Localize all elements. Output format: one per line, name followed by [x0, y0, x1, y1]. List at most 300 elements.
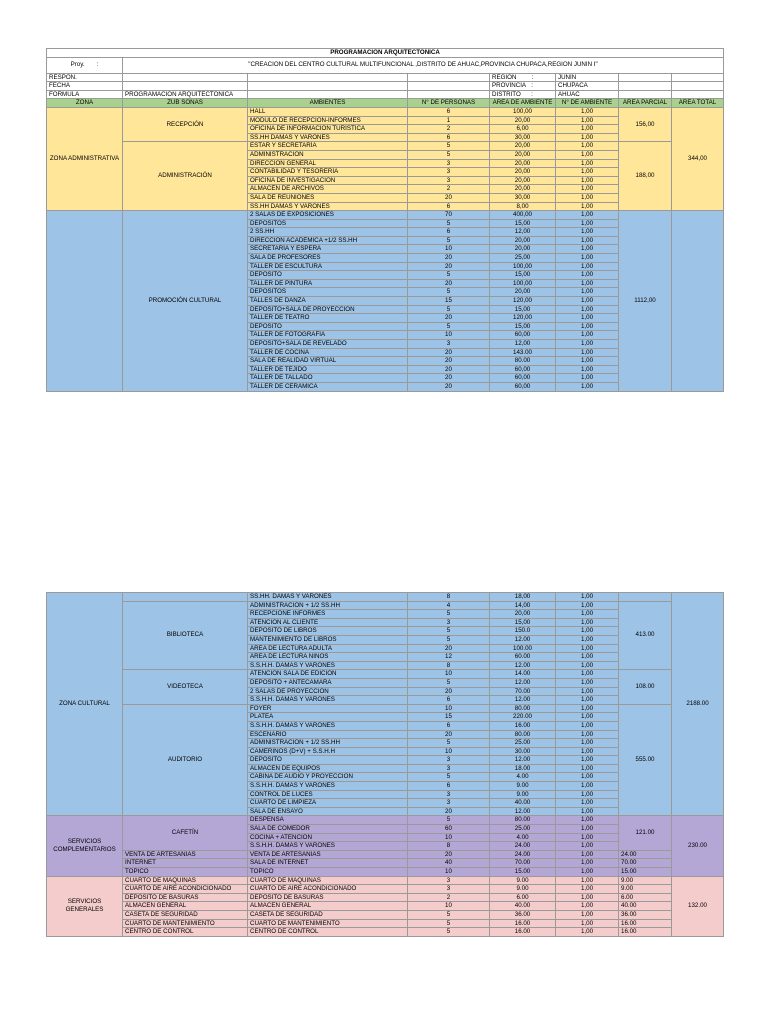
area-total-cell: 2188.00 [672, 593, 724, 816]
personas-cell: 3 [408, 876, 490, 885]
area-ambiente-cell: 36.00 [490, 910, 556, 919]
num-ambiente-cell: 1,00 [556, 236, 619, 245]
distrito-value: AHUAC [556, 90, 619, 99]
num-ambiente-cell: 1,00 [556, 876, 619, 885]
area-ambiente-cell: 9.00 [490, 782, 556, 791]
ambiente-cell: CABINA DE AUDIO Y PROYECCIÓN [248, 773, 408, 782]
personas-cell: 10 [408, 833, 490, 842]
table-row [47, 876, 724, 885]
personas-cell: 6 [408, 202, 490, 211]
area-ambiente-cell: 120,00 [490, 297, 556, 306]
area-ambiente-cell: 18,00 [490, 593, 556, 602]
num-ambiente-cell: 1,00 [556, 116, 619, 125]
ambiente-cell: CENTRO DE CONTROL [248, 928, 408, 937]
personas-cell: 3 [408, 764, 490, 773]
num-ambiente-cell: 1,00 [556, 739, 619, 748]
personas-cell: 20 [408, 262, 490, 271]
area-parcial-cell: 188,00 [619, 142, 672, 211]
area-ambiente-cell: 150.0 [490, 627, 556, 636]
area-total-cell: 230.00 [672, 816, 724, 876]
personas-cell: 10 [408, 902, 490, 911]
personas-cell: 5 [408, 678, 490, 687]
area-ambiente-cell: 16.00 [490, 928, 556, 937]
subzona-cell [123, 593, 248, 602]
personas-cell: 60 [408, 825, 490, 834]
ambiente-cell: HALL [248, 107, 408, 116]
area-parcial-cell: 555.00 [619, 704, 672, 816]
area-ambiente-cell: 15,00 [490, 219, 556, 228]
num-ambiente-cell: 1,00 [556, 833, 619, 842]
ambiente-cell: ATENCIÓN AL CLIENTE [248, 618, 408, 627]
personas-cell: 2 [408, 893, 490, 902]
area-ambiente-cell: 20,00 [490, 116, 556, 125]
area-ambiente-cell: 16.00 [490, 721, 556, 730]
personas-cell: 20 [408, 687, 490, 696]
personas-cell: 6 [408, 721, 490, 730]
ambiente-cell: ÁREA DE LECTURA NIÑOS [248, 653, 408, 662]
area-ambiente-cell: 70.00 [490, 859, 556, 868]
zona-cell: SERVICIOS COMPLEMENTARIOS [47, 816, 123, 876]
provincia-value: CHUPACA [556, 82, 619, 91]
ambiente-cell: MANTENIMIENTO DE LIBROS [248, 635, 408, 644]
ambiente-cell: DEPOSITOS [248, 288, 408, 297]
program-table-2 [46, 592, 724, 937]
ambiente-cell: SALA DE REALIDAD VIRTUAL [248, 357, 408, 366]
personas-cell: 1 [408, 116, 490, 125]
area-ambiente-cell: 9.00 [490, 790, 556, 799]
area-ambiente-cell: 40.00 [490, 902, 556, 911]
ambiente-cell: TALLER DE CERÁMICA [248, 382, 408, 391]
personas-cell: 8 [408, 842, 490, 851]
personas-cell: 20 [408, 254, 490, 263]
ambiente-cell: SS.HH DAMAS Y VARONES [248, 133, 408, 142]
num-ambiente-cell: 1,00 [556, 228, 619, 237]
area-ambiente-cell: 14.00 [490, 670, 556, 679]
ambiente-cell: ALMACEN GENERAL [248, 902, 408, 911]
personas-cell: 12 [408, 653, 490, 662]
num-ambiente-cell: 1,00 [556, 696, 619, 705]
area-parcial-cell: 108.00 [619, 670, 672, 704]
table-row [47, 593, 724, 602]
table-row [47, 859, 724, 868]
area-parcial-cell: 40.00 [619, 902, 672, 911]
personas-cell: 5 [408, 322, 490, 331]
num-ambiente-cell: 1,00 [556, 348, 619, 357]
num-ambiente-cell: 1,00 [556, 168, 619, 177]
personas-cell: 3 [408, 168, 490, 177]
area-ambiente-cell: 400,00 [490, 211, 556, 220]
num-ambiente-cell: 1,00 [556, 644, 619, 653]
personas-cell: 4 [408, 601, 490, 610]
num-ambiente-cell: 1,00 [556, 245, 619, 254]
num-ambiente-cell: 1,00 [556, 254, 619, 263]
num-ambiente-cell: 1,00 [556, 202, 619, 211]
area-ambiente-cell: 20,00 [490, 159, 556, 168]
personas-cell: 10 [408, 868, 490, 877]
area-parcial-cell [619, 593, 672, 602]
ambiente-cell: DEPÓSITOS [248, 219, 408, 228]
ambiente-cell: TALLES DE DANZA [248, 297, 408, 306]
ambiente-cell: SALA DE COMEDOR [248, 825, 408, 834]
personas-cell: 6 [408, 107, 490, 116]
area-parcial-cell: 36.00 [619, 910, 672, 919]
subzona-cell: INTERNET [123, 859, 248, 868]
subzona-cell: VENTA DE ARTESANIAS [123, 850, 248, 859]
area-ambiente-cell: 220.00 [490, 713, 556, 722]
ambiente-cell: ADMINISTRACIÓN + 1/2 SS.HH [248, 601, 408, 610]
num-ambiente-cell: 1,00 [556, 618, 619, 627]
table-row [47, 902, 724, 911]
num-ambiente-cell: 1,00 [556, 382, 619, 391]
personas-cell: 3 [408, 159, 490, 168]
ambiente-cell: TALLER DE PINTURA [248, 279, 408, 288]
ambiente-cell: CAMERINOS (D+V) + S.S.H.H [248, 747, 408, 756]
area-ambiente-cell: 12.00 [490, 807, 556, 816]
personas-cell: 20 [408, 730, 490, 739]
num-ambiente-cell: 1,00 [556, 340, 619, 349]
ambiente-cell: CUARTO DE LIMPIEZA [248, 799, 408, 808]
personas-cell: 5 [408, 288, 490, 297]
column-header: ÁREA TOTAL [672, 99, 724, 108]
area-ambiente-cell: 4.00 [490, 833, 556, 842]
area-ambiente-cell: 15.00 [490, 868, 556, 877]
ambiente-cell: TOPICO [248, 868, 408, 877]
area-ambiente-cell: 120,00 [490, 314, 556, 323]
project-name: "CREACION DEL CENTRO CULTURAL MULTIFUNCIONAL ,DISTRITO DE AHUAC,PROVINCIA CHUPACA,REGION JUNIN I" [123, 57, 724, 73]
subzona-cell: DEPOSITO DE BASURAS [123, 893, 248, 902]
num-ambiente-cell: 1,00 [556, 185, 619, 194]
personas-cell: 40 [408, 859, 490, 868]
column-header: ÁREA PARCIAL [619, 99, 672, 108]
zona-cell: SERVICIOS GENERALES [47, 876, 123, 936]
num-ambiente-cell: 1,00 [556, 305, 619, 314]
subzona-cell: AUDITORIO [123, 704, 248, 816]
num-ambiente-cell: 1,00 [556, 842, 619, 851]
area-ambiente-cell: 6,00 [490, 125, 556, 134]
area-ambiente-cell: 25.00 [490, 825, 556, 834]
table-row [47, 107, 724, 116]
subzona-cell: CAFETÍN [123, 816, 248, 850]
ambiente-cell: DEPÓSITO [248, 271, 408, 280]
ambiente-cell: TALLER DE TEATRO [248, 314, 408, 323]
area-ambiente-cell: 20,00 [490, 288, 556, 297]
personas-cell: 20 [408, 807, 490, 816]
ambiente-cell: TALLER DE FOTOGRAFÍA [248, 331, 408, 340]
num-ambiente-cell: 1,00 [556, 885, 619, 894]
area-ambiente-cell: 25,00 [490, 254, 556, 263]
ambiente-cell: DEPÓSITO [248, 756, 408, 765]
ambiente-cell: ALMACEN DE EQUIPOS [248, 764, 408, 773]
num-ambiente-cell: 1,00 [556, 374, 619, 383]
area-parcial-cell: 1112,00 [619, 211, 672, 391]
num-ambiente-cell: 1,00 [556, 288, 619, 297]
personas-cell: 20 [408, 850, 490, 859]
personas-cell: 5 [408, 219, 490, 228]
num-ambiente-cell: 1,00 [556, 790, 619, 799]
ambiente-cell: TALLER DE COCINA [248, 348, 408, 357]
num-ambiente-cell: 1,00 [556, 773, 619, 782]
ambiente-cell: CONTROL DE LUCES [248, 790, 408, 799]
area-ambiente-cell: 15,00 [490, 271, 556, 280]
num-ambiente-cell: 1,00 [556, 756, 619, 765]
ambiente-cell: ADMINISTRACIÓN [248, 150, 408, 159]
area-parcial-cell: 9.00 [619, 876, 672, 885]
column-header: AMBIENTES [248, 99, 408, 108]
num-ambiente-cell: 1,00 [556, 133, 619, 142]
ambiente-cell: CUARTO DE AIRE ACONDICIONADO [248, 885, 408, 894]
num-ambiente-cell: 1,00 [556, 704, 619, 713]
area-ambiente-cell: 9.00 [490, 876, 556, 885]
area-parcial-cell: 413.00 [619, 601, 672, 670]
num-ambiente-cell: 1,00 [556, 262, 619, 271]
area-ambiente-cell: 40.00 [490, 799, 556, 808]
table-row [47, 893, 724, 902]
table-row [47, 704, 724, 713]
area-parcial-cell: 24.00 [619, 850, 672, 859]
personas-cell: 20 [408, 357, 490, 366]
table-row [47, 928, 724, 937]
zona-cell [47, 211, 123, 391]
area-ambiente-cell: 24.00 [490, 842, 556, 851]
personas-cell: 15 [408, 713, 490, 722]
area-ambiente-cell: 12.00 [490, 756, 556, 765]
area-ambiente-cell: 30,00 [490, 133, 556, 142]
num-ambiente-cell: 1,00 [556, 297, 619, 306]
ambiente-cell: DEPÓSITO+SALA DE PROYECCION [248, 305, 408, 314]
personas-cell: 5 [408, 919, 490, 928]
num-ambiente-cell: 1,00 [556, 219, 619, 228]
area-ambiente-cell: 15,00 [490, 305, 556, 314]
subzona-cell: ALMACEN GENERAL [123, 902, 248, 911]
personas-cell: 20 [408, 365, 490, 374]
num-ambiente-cell: 1,00 [556, 721, 619, 730]
num-ambiente-cell: 1,00 [556, 159, 619, 168]
area-ambiente-cell: 100,00 [490, 279, 556, 288]
area-ambiente-cell: 12.00 [490, 678, 556, 687]
ambiente-cell: S.S.H.H. DAMAS Y VARONES [248, 661, 408, 670]
num-ambiente-cell: 1,00 [556, 635, 619, 644]
subzona-cell: CUARTO DE MAQUINAS [123, 876, 248, 885]
personas-cell: 10 [408, 704, 490, 713]
sheet-title: PROGRAMACION ARQUITECTONICA [47, 49, 724, 58]
area-parcial-cell: 15.00 [619, 868, 672, 877]
ambiente-cell: COCINA + ATENCIÓN [248, 833, 408, 842]
ambiente-cell: 2 SS.HH [248, 228, 408, 237]
area-ambiente-cell: 25.00 [490, 739, 556, 748]
ambiente-cell: DEPOSITO DE BASURAS [248, 893, 408, 902]
area-ambiente-cell: 20,00 [490, 150, 556, 159]
personas-cell: 2 [408, 125, 490, 134]
personas-cell: 10 [408, 670, 490, 679]
num-ambiente-cell: 1,00 [556, 653, 619, 662]
area-parcial-cell: 156,00 [619, 107, 672, 141]
ambiente-cell: SALA DE PROFESORES [248, 254, 408, 263]
distrito-label: DISTRITO : [490, 90, 556, 99]
area-total-cell: 344,00 [672, 107, 724, 210]
column-header: N° DE AMBIENTE [556, 99, 619, 108]
ambiente-cell: FOYER [248, 704, 408, 713]
area-ambiente-cell: 20,00 [490, 610, 556, 619]
num-ambiente-cell: 1,00 [556, 816, 619, 825]
personas-cell: 2 [408, 185, 490, 194]
program-table-1 [46, 48, 724, 392]
num-ambiente-cell: 1,00 [556, 107, 619, 116]
num-ambiente-cell: 1,00 [556, 928, 619, 937]
ambiente-cell: TALLER DE TEJIDO [248, 365, 408, 374]
personas-cell: 3 [408, 799, 490, 808]
ambiente-cell: 2 SALAS DE PROYECCIÓN [248, 687, 408, 696]
formula-row [47, 90, 724, 99]
personas-cell: 5 [408, 910, 490, 919]
personas-cell: 20 [408, 348, 490, 357]
num-ambiente-cell: 1,00 [556, 850, 619, 859]
personas-cell: 3 [408, 790, 490, 799]
ambiente-cell: TALLER DE TALLADO [248, 374, 408, 383]
area-parcial-cell: 121.00 [619, 816, 672, 850]
num-ambiente-cell: 1,00 [556, 271, 619, 280]
area-ambiente-cell: 20,00 [490, 168, 556, 177]
personas-cell: 5 [408, 635, 490, 644]
ambiente-cell: SS.HH. DAMAS Y VARONES [248, 593, 408, 602]
personas-cell: 3 [408, 885, 490, 894]
ambiente-cell: DEPÓSITO DE LIBROS [248, 627, 408, 636]
personas-cell: 10 [408, 331, 490, 340]
area-parcial-cell: 9.00 [619, 885, 672, 894]
ambiente-cell: SALA DE ENSAYO [248, 807, 408, 816]
personas-cell: 70 [408, 211, 490, 220]
area-ambiente-cell: 30.00 [490, 747, 556, 756]
personas-cell: 5 [408, 236, 490, 245]
ambiente-cell: PLATEA [248, 713, 408, 722]
ambiente-cell: MODULO DE RECEPCIÓN-INFORMES [248, 116, 408, 125]
table-row [47, 919, 724, 928]
num-ambiente-cell: 1,00 [556, 868, 619, 877]
area-ambiente-cell: 70.00 [490, 687, 556, 696]
provincia-label: PROVINCIA : [490, 82, 556, 91]
area-ambiente-cell: 15,00 [490, 618, 556, 627]
num-ambiente-cell: 1,00 [556, 331, 619, 340]
area-ambiente-cell: 60.00 [490, 653, 556, 662]
title-row [47, 49, 724, 58]
num-ambiente-cell: 1,00 [556, 782, 619, 791]
personas-cell: 10 [408, 245, 490, 254]
num-ambiente-cell: 1,00 [556, 747, 619, 756]
num-ambiente-cell: 1,00 [556, 279, 619, 288]
area-ambiente-cell: 16.00 [490, 919, 556, 928]
ambiente-cell: S.S.H.H. DAMAS Y VARONES [248, 721, 408, 730]
area-ambiente-cell: 80.00 [490, 357, 556, 366]
column-header: ÁREA DE AMBIENTE [490, 99, 556, 108]
num-ambiente-cell: 1,00 [556, 150, 619, 159]
zona-cell: ZONA ADMINISTRATIVA [47, 107, 123, 210]
personas-cell: 6 [408, 696, 490, 705]
num-ambiente-cell: 1,00 [556, 125, 619, 134]
area-ambiente-cell: 12.00 [490, 696, 556, 705]
num-ambiente-cell: 1,00 [556, 807, 619, 816]
personas-cell: 5 [408, 142, 490, 151]
table-row [47, 211, 724, 220]
num-ambiente-cell: 1,00 [556, 593, 619, 602]
subzona-cell: CENTRO DE CONTROL [123, 928, 248, 937]
area-ambiente-cell: 20,00 [490, 185, 556, 194]
personas-cell: 6 [408, 228, 490, 237]
table-row [47, 142, 724, 151]
area-ambiente-cell: 60,00 [490, 382, 556, 391]
personas-cell: 6 [408, 782, 490, 791]
area-ambiente-cell: 80.00 [490, 730, 556, 739]
table-row [47, 885, 724, 894]
column-header-row [47, 99, 724, 108]
area-ambiente-cell: 20,00 [490, 142, 556, 151]
ambiente-cell: SS.HH DAMAS Y VARONES [248, 202, 408, 211]
table-row [47, 601, 724, 610]
ambiente-cell: CONTABILIDAD Y TESORERÍA [248, 168, 408, 177]
personas-cell: 20 [408, 279, 490, 288]
area-ambiente-cell: 9.00 [490, 885, 556, 894]
column-header: ZUB SONAS [123, 99, 248, 108]
ambiente-cell: S.S.H.H. DAMAS Y VARONES [248, 842, 408, 851]
num-ambiente-cell: 1,00 [556, 365, 619, 374]
ambiente-cell: TALLER DE ESCULTURA [248, 262, 408, 271]
area-ambiente-cell: 24.00 [490, 850, 556, 859]
ambiente-cell: S.S.H.H. DAMAS Y VARONES [248, 782, 408, 791]
area-parcial-cell: 16.00 [619, 928, 672, 937]
personas-cell: 5 [408, 271, 490, 280]
ambiente-cell: ESTAR Y SECRETARÍA [248, 142, 408, 151]
table-row [47, 670, 724, 679]
area-ambiente-cell: 100,00 [490, 107, 556, 116]
respon-label: RESPON. [47, 73, 123, 82]
ambiente-cell: ESCENARIO [248, 730, 408, 739]
personas-cell: 3 [408, 756, 490, 765]
table-row [47, 850, 724, 859]
area-ambiente-cell: 18.00 [490, 764, 556, 773]
ambiente-cell: CASETA DE SEGURIDAD [248, 910, 408, 919]
area-ambiente-cell: 14,00 [490, 601, 556, 610]
num-ambiente-cell: 1,00 [556, 211, 619, 220]
num-ambiente-cell: 1,00 [556, 678, 619, 687]
personas-cell: 3 [408, 618, 490, 627]
subzona-cell: TOPICO [123, 868, 248, 877]
ambiente-cell: ATENCION SALA DE EDICIÓN [248, 670, 408, 679]
area-ambiente-cell: 100.00 [490, 644, 556, 653]
subzona-cell: CUARTO DE MANTENIMIENTO [123, 919, 248, 928]
ambiente-cell: ADMINISTRACIÓN + 1/2 SS.HH [248, 739, 408, 748]
area-ambiente-cell: 6.00 [490, 893, 556, 902]
area-ambiente-cell: 100,00 [490, 262, 556, 271]
num-ambiente-cell: 1,00 [556, 919, 619, 928]
area-total-cell [672, 211, 724, 391]
area-ambiente-cell: 15,00 [490, 322, 556, 331]
ambiente-cell: DIRECCIÓN GENERAL [248, 159, 408, 168]
personas-cell: 20 [408, 193, 490, 202]
area-parcial-cell: 6.00 [619, 893, 672, 902]
ambiente-cell: 2 SALAS DE EXPOSICIONES [248, 211, 408, 220]
area-ambiente-cell: 143.00 [490, 348, 556, 357]
fecha-label: FECHA [47, 82, 123, 91]
area-ambiente-cell: 12,00 [490, 228, 556, 237]
personas-cell: 3 [408, 340, 490, 349]
column-header: ZONA [47, 99, 123, 108]
column-header: N° DE PERSONAS [408, 99, 490, 108]
zona-cell: ZONA CULTURAL [47, 593, 123, 816]
personas-cell: 5 [408, 739, 490, 748]
area-ambiente-cell: 60,00 [490, 331, 556, 340]
subzona-cell: PROMOCIÓN CULTURAL [123, 211, 248, 391]
area-ambiente-cell: 12.00 [490, 635, 556, 644]
area-ambiente-cell: 80.00 [490, 704, 556, 713]
sheet-page-2 [46, 592, 723, 937]
